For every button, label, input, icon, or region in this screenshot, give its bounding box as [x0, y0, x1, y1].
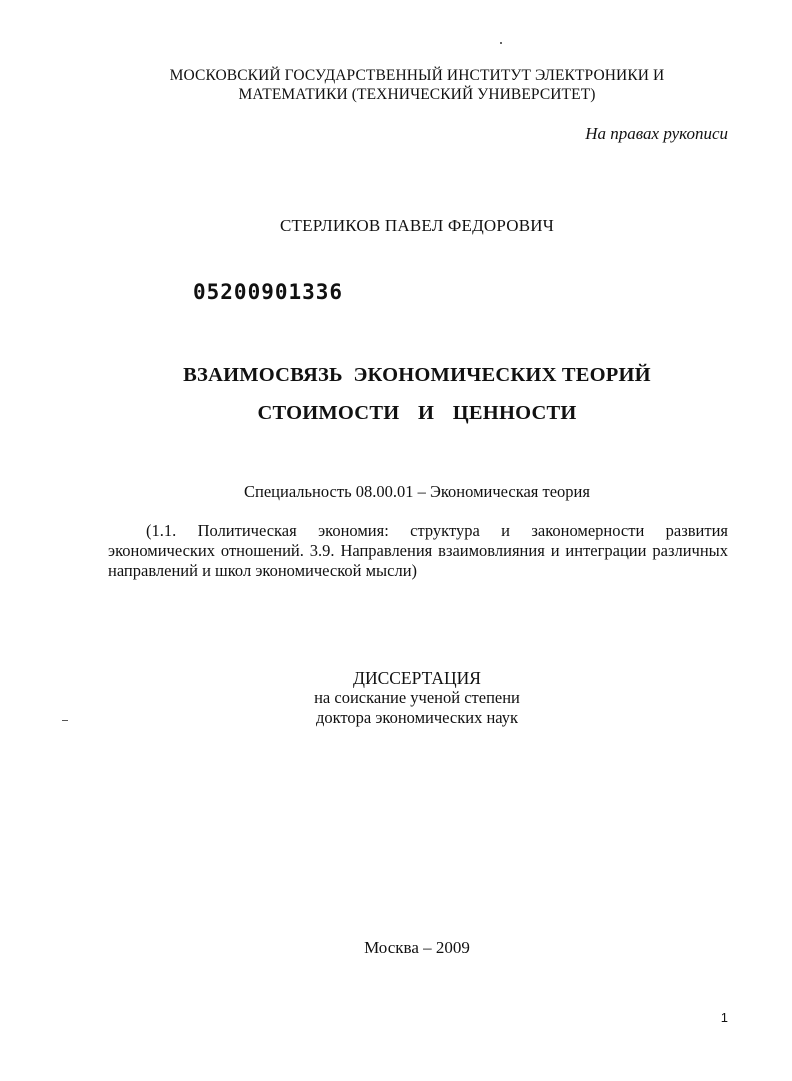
dissertation-title [0, 356, 792, 432]
specialty-codes: (1.1. Политическая экономия: структура и закономерности развития экономических отношений. 3.9. Направления взаимовлияния и интеграции различных направлений и школ экономической мысли) [108, 521, 728, 580]
institution-line-1: МОСКОВСКИЙ ГОСУДАРСТВЕННЫЙ ИНСТИТУТ ЭЛЕКТРОНИКИ И [169, 67, 665, 84]
institution-name [100, 66, 734, 104]
page-number: 1 [720, 1010, 728, 1025]
degree-heading: ДИССЕРТАЦИЯ [353, 668, 481, 688]
author-name: СТЕРЛИКОВ ПАВЕЛ ФЕДОРОВИЧ [280, 216, 554, 235]
scan-speck [500, 42, 502, 44]
title-line-1: ВЗАИМОСВЯЗЬ ЭКОНОМИЧЕСКИХ ТЕОРИЙ [183, 364, 651, 386]
registration-number: 05200901336 [193, 280, 344, 304]
degree-line-2: на соискание ученой степени [314, 688, 520, 707]
degree-block [0, 668, 792, 728]
specialty-line: Специальность 08.00.01 – Экономическая теория [244, 482, 590, 501]
manuscript-note: На правах рукописи [585, 124, 728, 143]
title-line-2: СТОИМОСТИ И ЦЕННОСТИ [257, 402, 577, 424]
institution-line-2: МАТЕМАТИКИ (ТЕХНИЧЕСКИЙ УНИВЕРСИТЕТ) [238, 86, 596, 103]
degree-line-3: доктора экономических наук [315, 708, 519, 727]
city-year: Москва – 2009 [364, 938, 470, 957]
